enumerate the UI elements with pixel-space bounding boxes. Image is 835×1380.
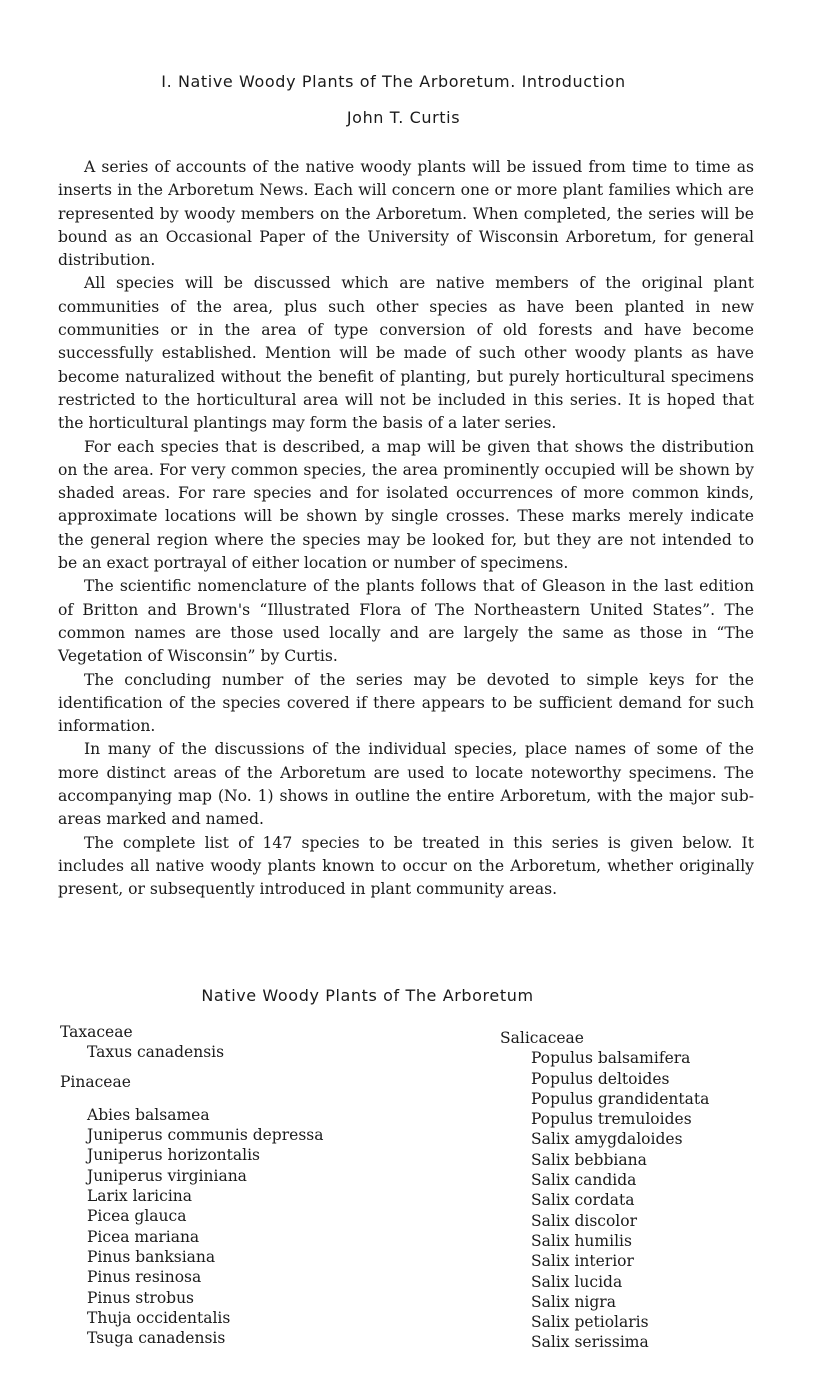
paragraph-1: A series of accounts of the native woody plants will be issued from time to time as inserts in the Arboretum News. Each will concern one or more plant families which are represented by woody members on the Arboretum. When completed, the series will be bound as an Occasional Paper of the University of Wisconsin Arboretum, for general distribution. <box>58 158 754 270</box>
species-item: Salix bebbiana <box>531 1150 647 1169</box>
species-item: Thuja occidentalis <box>87 1308 231 1327</box>
species-item: Picea mariana <box>87 1227 200 1246</box>
species-item: Salix serissima <box>531 1333 649 1352</box>
paragraph-2: All species will be discussed which are native members of the original plant communities of the area, plus such other species as have been planted in new communities or in the area of type conversion of old forests and have become successfully established. Mention will be made of such other woody plants as have become naturalized without the benefit of planting, but purely horticultural specimens restricted to the horticultural area will not be included in this series. It is hoped that the horticultural plantings may form the basis of a later series. <box>58 274 754 433</box>
family-salicaceae: Salicaceae <box>500 1029 584 1047</box>
species-item: Abies balsamea <box>87 1105 210 1124</box>
species-item: Juniperus horizontalis <box>87 1146 261 1165</box>
species-item: Salix lucida <box>531 1272 623 1291</box>
species-list-left-column <box>60 1022 460 1348</box>
species-item: Populus grandidentata <box>531 1089 710 1108</box>
species-item: Salix interior <box>531 1252 634 1271</box>
family-taxaceae: Taxaceae <box>60 1023 133 1041</box>
species-item: Salix petiolaris <box>531 1313 649 1332</box>
species-item: Salix discolor <box>531 1211 637 1230</box>
paragraph-3: For each species that is described, a map will be given that shows the distribution on the area. For very common species, the area prominently occupied will be shown by shaded areas. For rare species and for isolated occurrences of more common kinds, approximate locations will be shown by single crosses. These marks merely indicate the general region where the species may be looked for, but they are not intended to be an exact portrayal of either location or number of specimens. <box>58 437 754 573</box>
species-item: Salix cordata <box>531 1191 635 1210</box>
document-author: John T. Curtis <box>346 108 461 127</box>
species-item: Tsuga canadensis <box>87 1329 226 1348</box>
species-item: Pinus banksiana <box>87 1247 216 1266</box>
paragraph-6: In many of the discussions of the individual species, place names of some of the more distinct areas of the Arboretum are used to locate noteworthy specimens. The accompanying map (No. 1) shows in outline the entire Arboretum, with the major sub-areas marked and named. <box>58 740 754 829</box>
species-item: Larix laricina <box>87 1187 192 1206</box>
species-item: Salix humilis <box>531 1231 632 1250</box>
family-pinaceae: Pinaceae <box>60 1072 131 1091</box>
species-item: Juniperus virginiana <box>87 1166 247 1185</box>
paragraph-7: The complete list of 147 species to be treated in this series is given below. It includes all native woody plants known to occur on the Arboretum, whether originally present, or subsequently introduced in plant community areas. <box>58 833 754 899</box>
species-list-heading: Native Woody Plants of The Arboretum <box>201 986 534 1005</box>
species-item: Salix candida <box>531 1171 637 1190</box>
species-item: Pinus strobus <box>87 1288 195 1307</box>
species-item: Picea glauca <box>87 1207 187 1226</box>
species-item: Populus tremuloides <box>531 1110 692 1129</box>
document-title: I. Native Woody Plants of The Arboretum. Introduction <box>161 72 626 91</box>
species-item: Populus deltoides <box>531 1069 670 1088</box>
species-item: Juniperus communis depressa <box>87 1126 324 1145</box>
species-item: Salix nigra <box>531 1292 616 1311</box>
introduction-body <box>58 156 754 902</box>
species-item: Taxus canadensis <box>87 1043 225 1062</box>
paragraph-5: The concluding number of the series may be devoted to simple keys for the identification of the species covered if there appears to be sufficient demand for such information. <box>58 670 754 736</box>
species-item: Salix amygdaloides <box>531 1130 683 1149</box>
species-list-right-column <box>500 1028 800 1353</box>
species-item: Pinus resinosa <box>87 1268 202 1287</box>
species-item: Populus balsamifera <box>531 1049 691 1068</box>
paragraph-4: The scientific nomenclature of the plants follows that of Gleason in the last edition of Britton and Brown's “Illustrated Flora of The Northeastern United States”. The common names are those used locally and are largely the same as those in “The Vegetation of Wisconsin” by Curtis. <box>58 577 754 666</box>
